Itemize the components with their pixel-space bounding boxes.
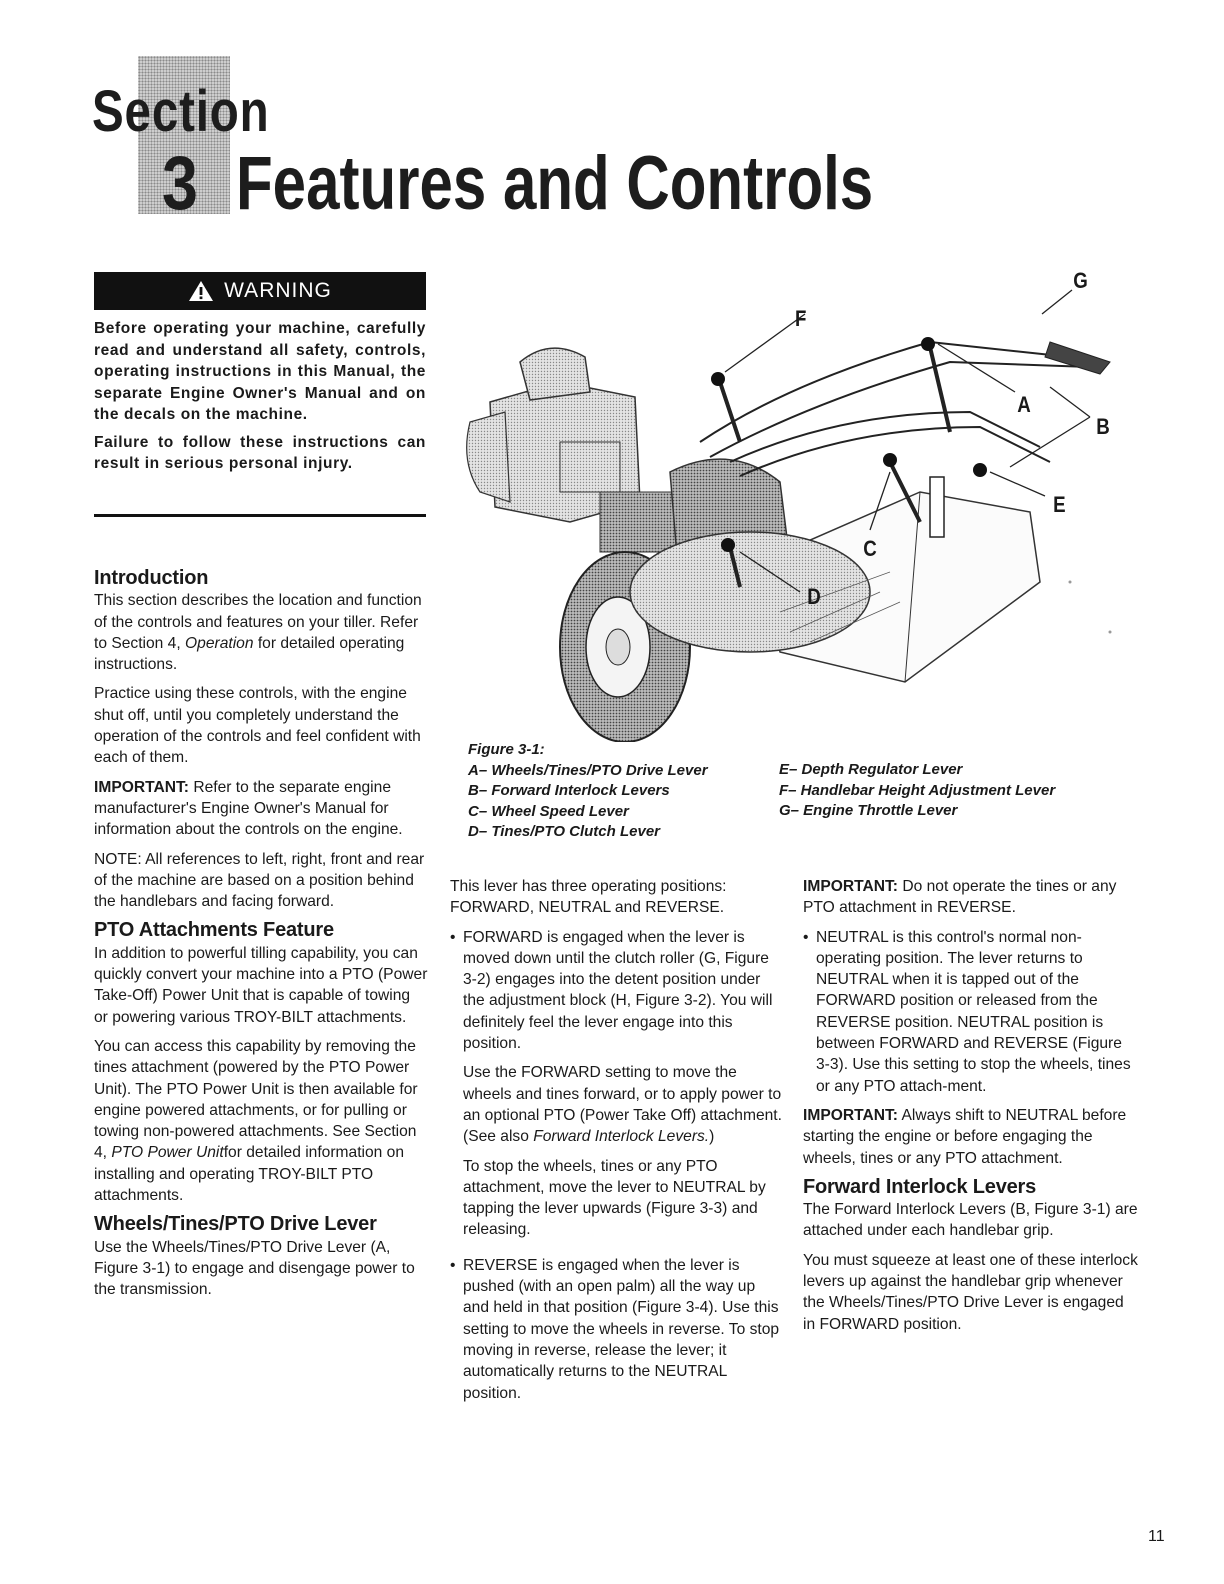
bullet-dot: • <box>450 1256 456 1274</box>
introduction-heading: Introduction <box>94 567 209 589</box>
drive-lever-heading: Wheels/Tines/PTO Drive Lever <box>94 1213 377 1236</box>
important-neutral <box>803 1105 1138 1169</box>
figure-caption-right <box>779 760 1139 822</box>
important-label: IMPORTANT: <box>94 778 189 796</box>
pto-paragraph-1: In addition to powerful tilling capability, you can quickly convert your machine into a PTO (Power Take-Off) Power Unit that is capable of towing or powering various TROY-BILT attachments. <box>94 944 428 1026</box>
pto-p2-italic: PTO Power Unit <box>111 1144 224 1162</box>
tiller-illustration <box>450 262 1150 742</box>
figure-label-e: E <box>1053 492 1066 517</box>
pto-paragraph-2 <box>94 1036 428 1206</box>
important-label: IMPORTANT: <box>803 878 898 895</box>
warning-heading: WARNING <box>224 279 332 302</box>
forward-bullet-text: FORWARD is engaged when the lever is moved down until the clutch roller (G, Figure 3-2) engages into the detent position under the adjustment block (H, Figure 3-2). You will definitely feel the lever engage into this position. <box>463 928 773 1053</box>
important-reverse <box>803 876 1138 919</box>
drive-lever-paragraph-1: Use the Wheels/Tines/PTO Drive Lever (A, Figure 3-1) to engage and disengage power to the transmission. <box>94 1238 415 1299</box>
page-number: 11 <box>1148 1528 1165 1545</box>
important-label: IMPORTANT: <box>803 1106 898 1124</box>
intro-p1-italic: Operation <box>185 634 254 652</box>
figure-label-d: D <box>807 584 821 609</box>
figure-label-g: G <box>1073 268 1088 293</box>
introduction-paragraph-2: Practice using these controls, with the engine shut off, until you completely understand the operation of the controls and feel confident with each of them. <box>94 685 421 767</box>
introduction-paragraph-1 <box>94 590 428 675</box>
reverse-bullet-text: REVERSE is engaged when the lever is pushed (with an open palm) all the way up and held in that position (Figure 3-4). Use this setting to move the wheels in reverse. To stop moving in reverse, release the lever; it automatically returns to the NEUTRAL position. <box>463 1256 780 1402</box>
forward-p2-italic: Forward Interlock Levers. <box>533 1128 710 1146</box>
caption-item-f: F– Handlebar Height Adjustment Lever <box>779 781 1056 799</box>
figure-caption-title: Figure 3-1: <box>468 741 545 758</box>
figure-label-c: C <box>863 536 877 561</box>
bullet-dot: • <box>803 928 809 946</box>
forward-bullet <box>450 927 782 1055</box>
warning-text <box>94 318 426 475</box>
intro-p3-text: Refer to the separate engine manufacturer's Engine Owner's Manual for information about the controls on the engine. <box>94 778 403 839</box>
caption-item-a: A– Wheels/Tines/PTO Drive Lever <box>468 761 708 779</box>
important-neutral-text: Always shift to NEUTRAL before starting the engine or before engaging the wheels, tines or any PTO attachment. <box>803 1106 1127 1167</box>
figure-caption-left <box>468 740 788 843</box>
interlock-heading: Forward Interlock Levers <box>803 1175 1037 1198</box>
warning-banner <box>94 272 426 310</box>
pto-p2-text: You can access this capability by removing the tines attachment (powered by the PTO Power Unit). The PTO Power Unit is then available for engine powered attachments, or for pulling or towing non-powered attachments. See Section 4, <box>94 1037 418 1162</box>
pto-heading: PTO Attachments Feature <box>94 919 334 942</box>
column-left <box>94 562 428 1309</box>
introduction-note: NOTE: All references to left, right, front and rear of the machine are based on a position behind the handlebars and facing forward. <box>94 850 425 911</box>
interlock-paragraph-1: The Forward Interlock Levers (B, Figure 3-1) are attached under each handlebar grip. <box>803 1201 1138 1240</box>
intro-p1-text: This section describes the location and function of the controls and features on your tiller. Refer to Section 4, <box>94 592 422 652</box>
intro-p1-end: for detailed operating instructions. <box>94 634 405 674</box>
introduction-paragraph-3 <box>94 777 428 841</box>
important-reverse-text: Do not operate the tines or any PTO attachment in REVERSE. <box>803 878 1117 917</box>
section-number: 3 <box>162 141 198 226</box>
column-right <box>803 876 1138 1343</box>
neutral-bullet <box>803 927 1138 1097</box>
engine-shape <box>467 348 680 552</box>
forward-p2-text: Use the FORWARD setting to move the wheels and tines forward, or to apply power to an optional PTO (Power Take Off) attachment. (See also <box>463 1064 782 1146</box>
figure-label-a: A <box>1017 392 1031 417</box>
bullet-dot: • <box>450 928 456 946</box>
warning-triangle-icon <box>188 280 214 302</box>
figure-label-b: B <box>1096 414 1110 439</box>
forward-p2-end: ) <box>709 1128 715 1146</box>
warning-paragraph-2: Failure to follow these instructions can result in serious personal injury. <box>94 433 426 472</box>
warning-rule <box>94 514 426 517</box>
pto-p2-end: for detailed information on installing and operating TROY-BILT PTO attachments. <box>94 1144 405 1205</box>
interlock-paragraph-2: You must squeeze at least one of these interlock levers up against the handlebar grip whenever the Wheels/Tines/PTO Drive Lever is engaged in FORWARD position. <box>803 1251 1138 1333</box>
caption-item-b: B– Forward Interlock Levers <box>468 782 670 799</box>
page-title: Features and Controls <box>236 141 874 226</box>
reverse-bullet <box>450 1255 782 1404</box>
column-middle <box>450 876 782 1412</box>
caption-item-g: G– Engine Throttle Lever <box>779 802 958 819</box>
caption-item-d: D– Tines/PTO Clutch Lever <box>468 823 661 840</box>
warning-paragraph-1: Before operating your machine, carefully read and understand all safety, controls, operating instructions in this Manual, the separate Engine Owner's Manual and on the decals on the machine. <box>94 320 426 423</box>
caption-item-c: C– Wheel Speed Lever <box>468 802 629 820</box>
forward-paragraph-3: To stop the wheels, tines or any PTO attachment, move the lever to NEUTRAL by tapping the lever upwards (Figure 3-3) and releasing. <box>463 1157 766 1239</box>
drive-lever-paragraph-2: This lever has three operating positions: FORWARD, NEUTRAL and REVERSE. <box>450 878 727 917</box>
neutral-bullet-text: NEUTRAL is this control's normal non-operating position. The lever returns to NEUTRAL when it is tapped out of the FORWARD position or released from the REVERSE position. NEUTRAL position is between FORWARD and REVERSE (Figure 3-3). Use this setting to stop the wheels, tines or any PTO attach-ment. <box>816 928 1131 1095</box>
tiller-figure <box>450 262 1150 742</box>
section-word: Section <box>92 79 270 144</box>
figure-label-f: F <box>795 306 807 331</box>
caption-item-e: E– Depth Regulator Lever <box>779 761 963 778</box>
forward-paragraph-2 <box>450 1062 782 1147</box>
